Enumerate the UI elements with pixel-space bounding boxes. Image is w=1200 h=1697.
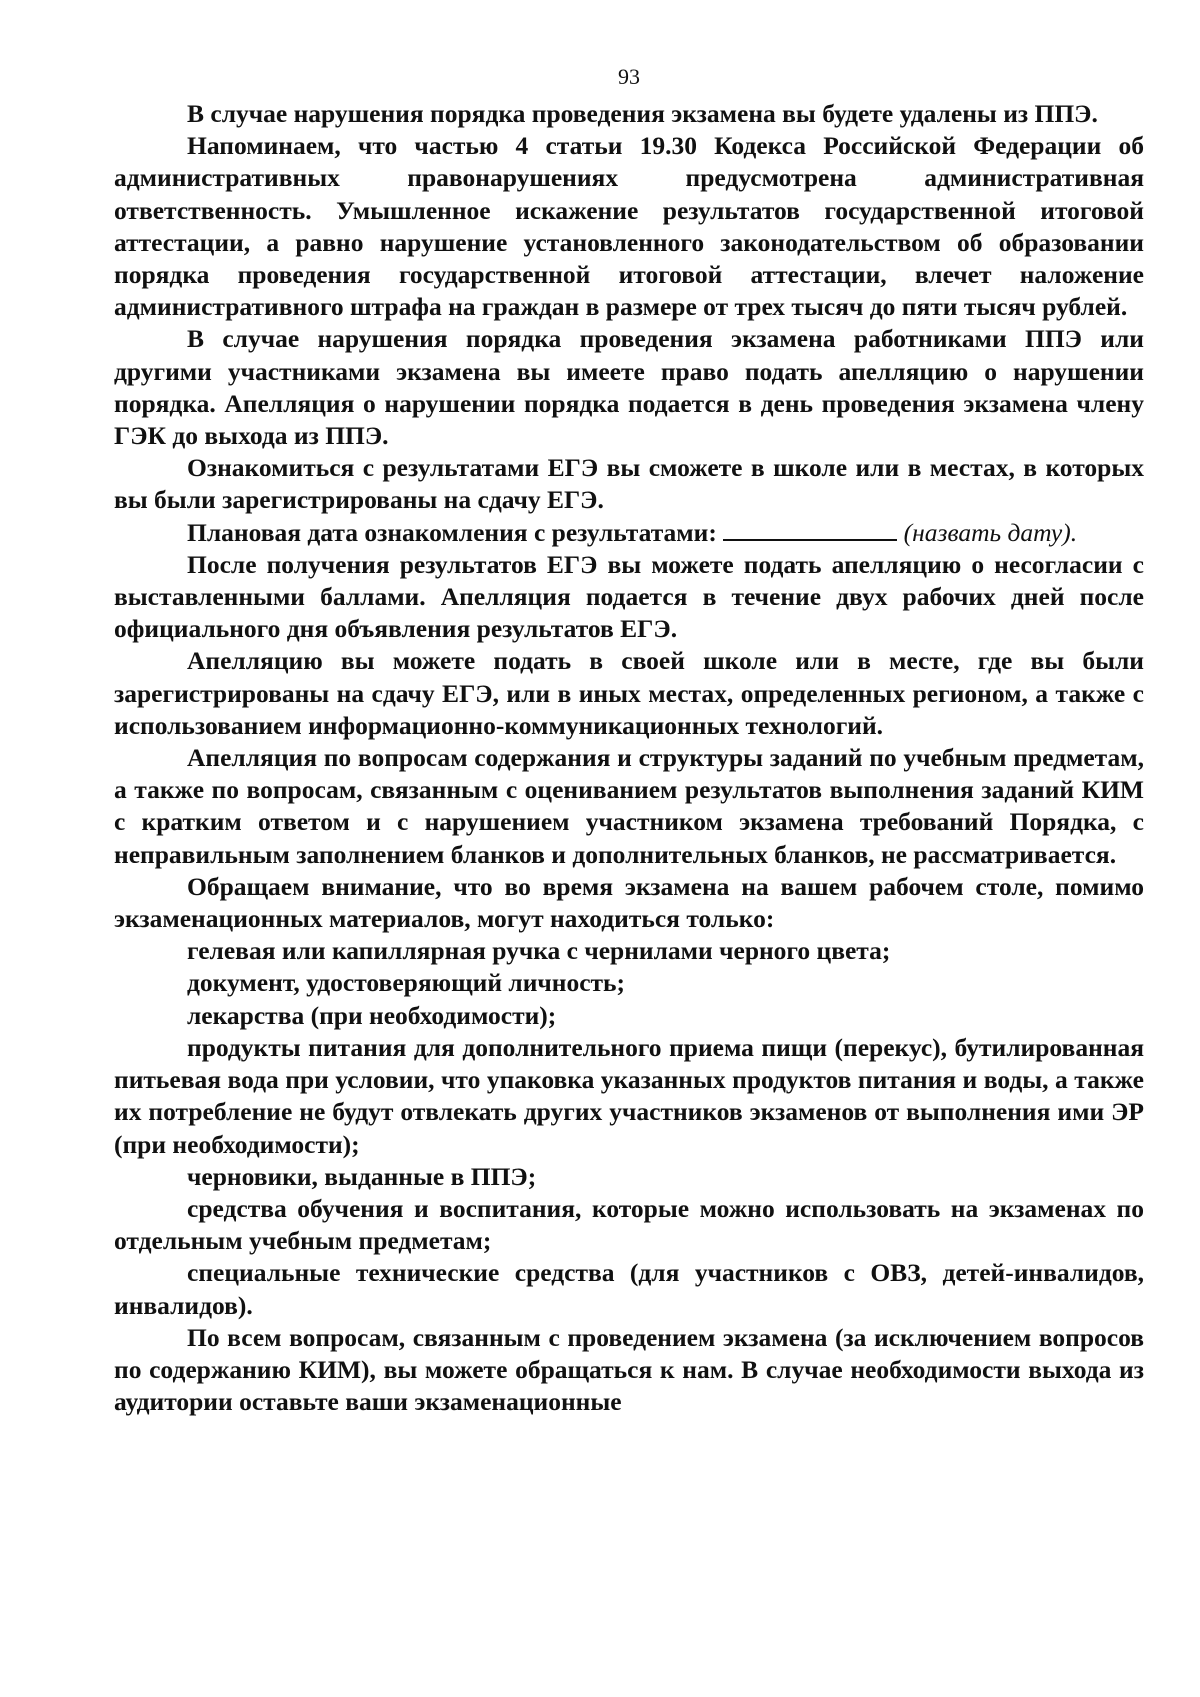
list-item-special-tech: специальные технические средства (для участников с ОВЗ, детей-инвалидов, инвалидов). [114, 1258, 1144, 1320]
list-item-food-water: продукты питания для дополнительного приема пищи (перекус), бутилированная питьевая вода при условии, что упаковка указанных продуктов питания и воды, а также их потребление не будут отвлекать других участников экзаменов от выполнения ими ЭР (при необходимости); [114, 1032, 1144, 1159]
paragraph-appeal-disagreement: После получения результатов ЕГЭ вы можете подать апелляцию о несогласии с выставленными баллами. Апелляция подается в течение двух рабочих дней после официального дня объявления результатов ЕГЭ. [114, 549, 1144, 644]
paragraph-results-location: Ознакомиться с результатами ЕГЭ вы сможете в школе или в местах, в которых вы были зарегистрированы на сдачу ЕГЭ. [114, 453, 1144, 515]
list-item-drafts: черновики, выданные в ППЭ; [187, 1161, 537, 1191]
paragraph-appeal-not-considered: Апелляция по вопросам содержания и структуры заданий по учебным предметам, а также по вопросам, связанным с оцениванием результатов выполнения заданий КИМ с кратким ответом и с нарушением участником экзамена требований Порядка, с неправильным заполнением бланков и дополнительных бланков, не рассматривается. [114, 743, 1144, 869]
document-page [114, 62, 1144, 1418]
results-date-blank [723, 519, 897, 541]
paragraph-appeal-procedure-violation: В случае нарушения порядка проведения экзамена работниками ППЭ или другими участниками экзамена вы имеете право подать апелляцию о нарушении порядка. Апелляция о нарушении порядка подается в день проведения экзамена члену ГЭК до выхода из ППЭ. [114, 324, 1144, 451]
paragraph-results-date [114, 517, 1144, 549]
list-item-pen: гелевая или капиллярная ручка с чернилами черного цвета; [187, 936, 891, 966]
list-item-medicine: лекарства (при необходимости); [187, 1000, 557, 1030]
results-date-note: (назвать дату). [903, 517, 1078, 547]
page-number: 93 [618, 64, 640, 89]
list-item-id-document: документ, удостоверяющий личность; [187, 968, 626, 998]
paragraph-contact-us: По всем вопросам, связанным с проведением экзамена (за исключением вопросов по содержанию КИМ), вы можете обращаться к нам. В случае необходимости выхода из аудитории оставьте ваши экзаменационные [114, 1322, 1144, 1417]
paragraph-administrative-liability: Напоминаем, что частью 4 статьи 19.30 Кодекса Российской Федерации об административных правонарушениях предусмотрена административная ответственность. Умышленное искажение результатов государственной итоговой аттестации, а равно нарушение установленного законодательством об образовании порядка проведения государственной итоговой аттестации, влечет наложение административного штрафа на граждан в размере от трех тысяч до пяти тысяч рублей. [114, 131, 1144, 322]
paragraph-appeal-location: Апелляцию вы можете подать в своей школе или в месте, где вы были зарегистрированы на сдачу ЕГЭ, или в иных местах, определенных регионом, а также с использованием информационно-коммуникационных технологий. [114, 646, 1144, 740]
paragraph-allowed-items-intro: Обращаем внимание, что во время экзамена на вашем рабочем столе, помимо экзаменационных материалов, могут находиться только: [114, 871, 1144, 934]
paragraph-violation-removal: В случае нарушения порядка проведения экзамена вы будете удалены из ППЭ. [187, 99, 1098, 128]
list-item-learning-aids: средства обучения и воспитания, которые можно использовать на экзаменах по отдельным учебным предметам; [114, 1193, 1144, 1256]
results-date-label: Плановая дата ознакомления с результатами: [187, 517, 717, 547]
document-body [114, 98, 1144, 1418]
